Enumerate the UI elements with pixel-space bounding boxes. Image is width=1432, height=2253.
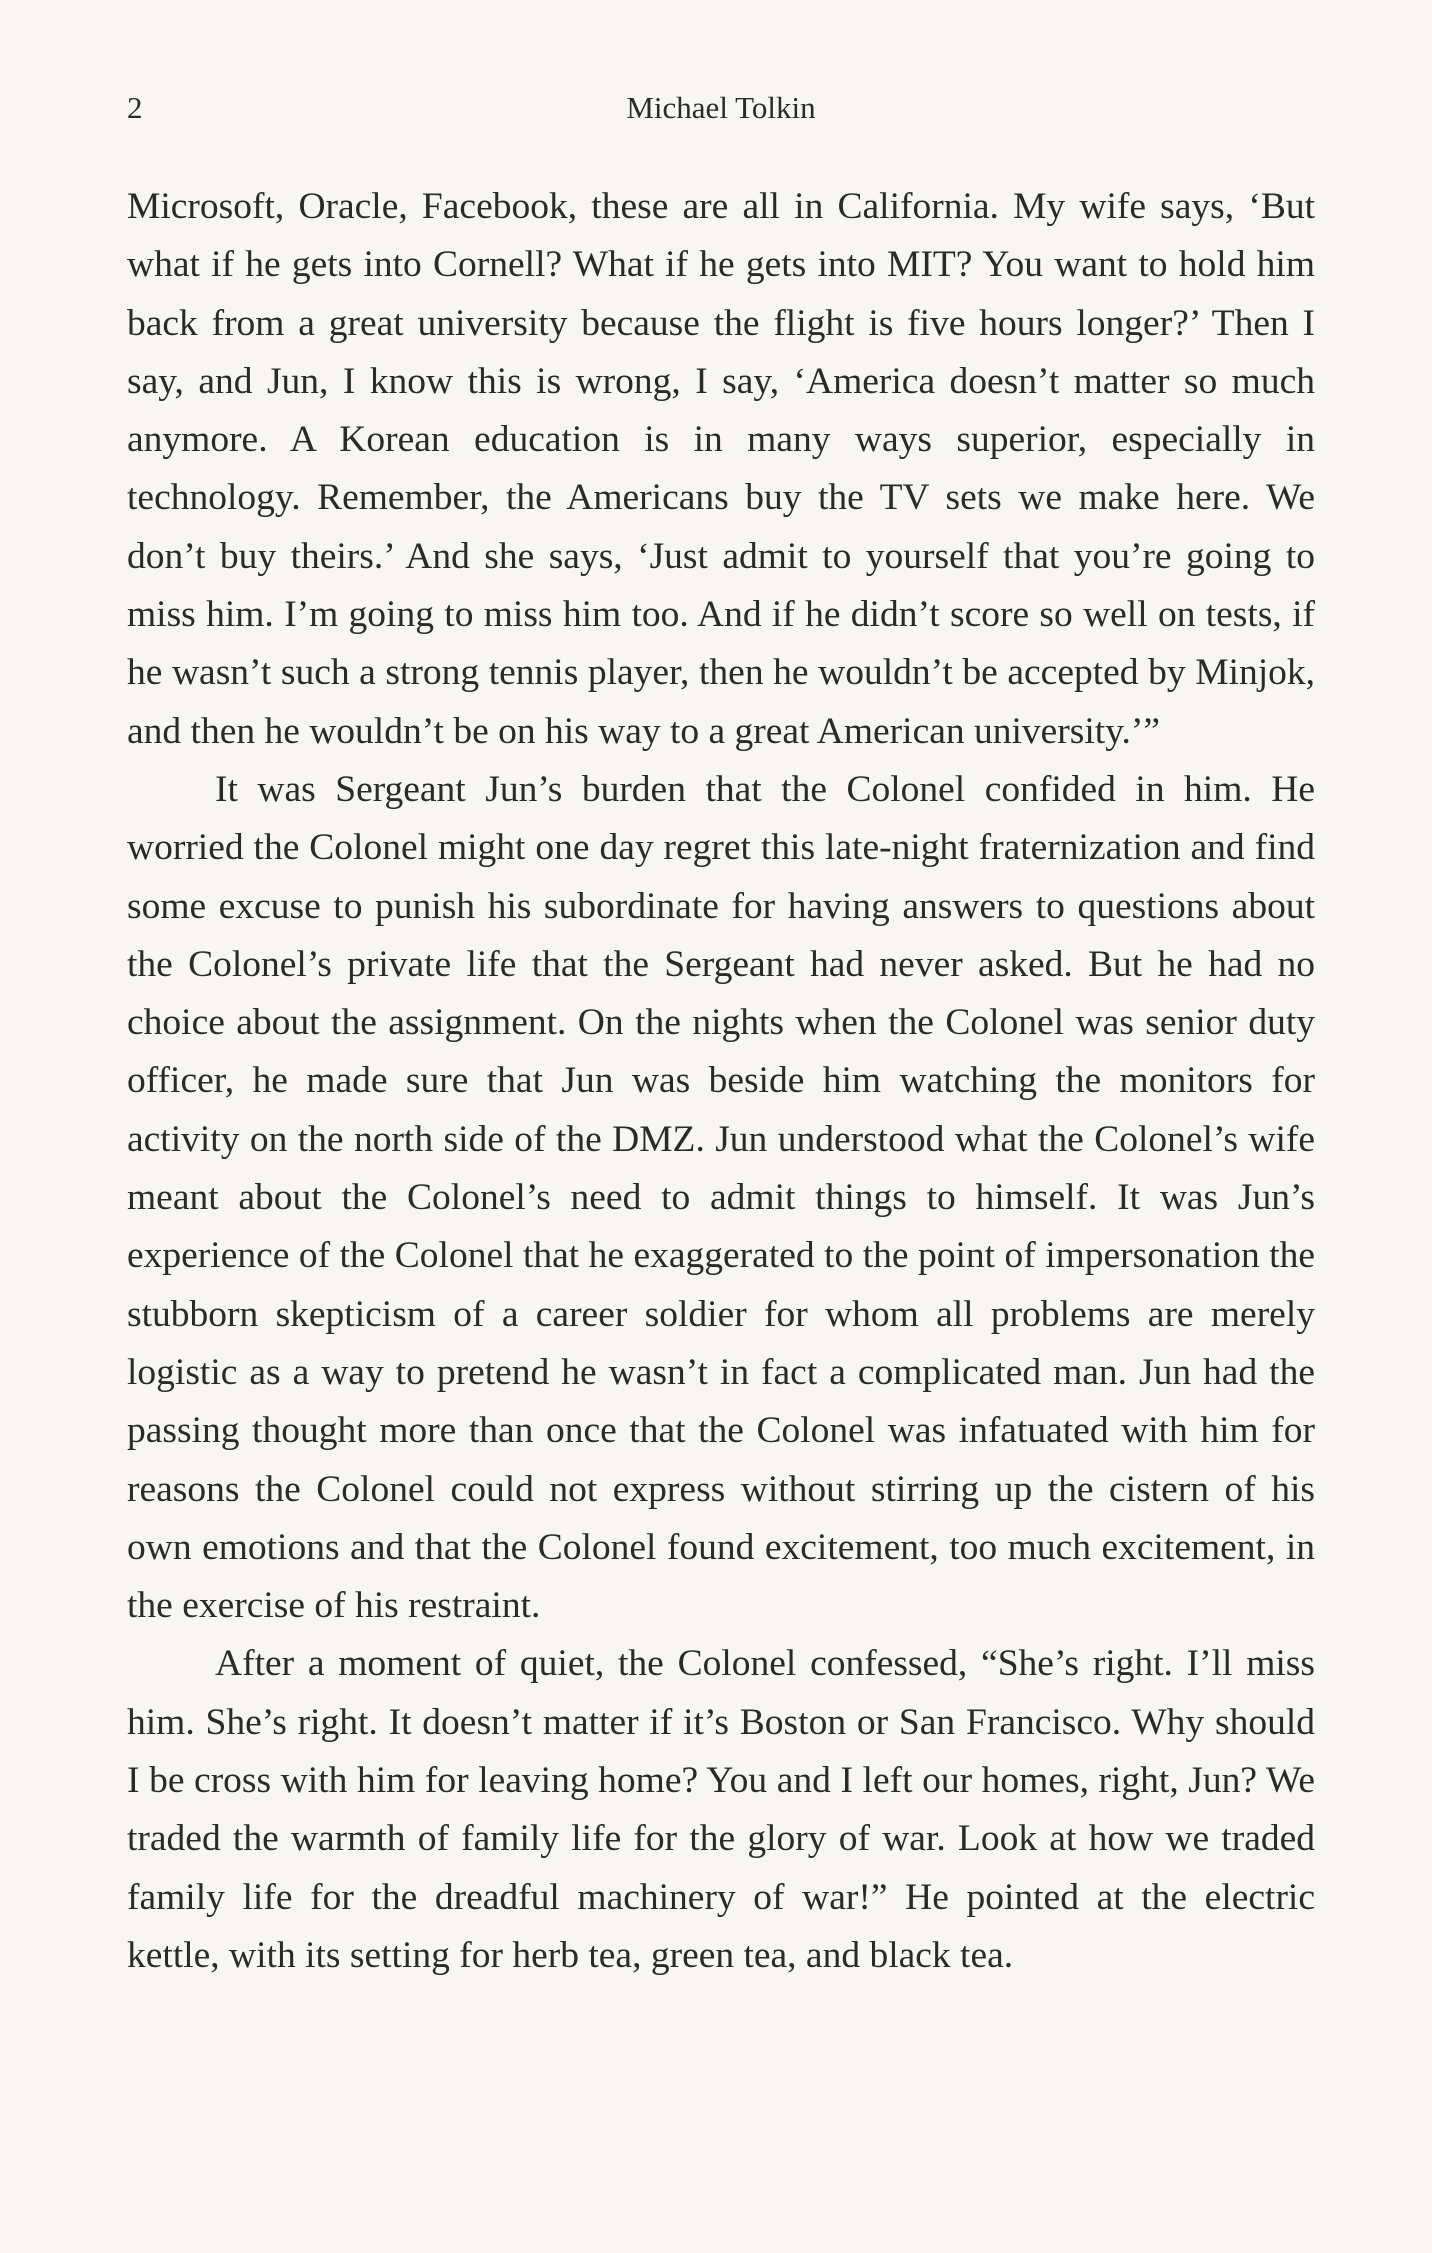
paragraph: It was Sergeant Jun’s burden that the Colonel confided in him. He worried the Colonel might one day regret this late-night fraternization and find some excuse to punish his subordinate for having answers to questions about the Colonel’s private life that the Sergeant had never asked. But he had no choice about the assignment. On the nights when the Colonel was senior duty officer, he made sure that Jun was beside him watching the monitors for activity on the north side of the DMZ. Jun understood what the Colonel’s wife meant about the Colonel’s need to admit things to himself. It was Jun’s experience of the Colonel that he exaggerated to the point of impersonation the stubborn skepticism of a career soldier for whom all problems are merely logistic as a way to pretend he wasn’t in fact a complicated man. Jun had the passing thought more than once that the Colonel was infatuated with him for reasons the Colonel could not express without stirring up the cistern of his own emotions and that the Colonel found excitement, too much excitement, in the exercise of his restraint.: [127, 768, 1315, 1627]
paragraph-continued: Microsoft, Oracle, Facebook, these are all in California. My wife says, ‘But what if he gets into Cornell? What if he gets into MIT? You want to hold him back from a great university because the flight is five hours longer?’ Then I say, and Jun, I know this is wrong, I say, ‘America doesn’t matter so much anymore. A Korean education is in many ways superior, especially in technology. Remember, the Americans buy the TV sets we make here. We don’t buy theirs.’ And she says, ‘Just admit to yourself that you’re going to miss him. I’m going to miss him too. And if he didn’t score so well on tests, if he wasn’t such a strong tennis player, then he wouldn’t be accepted by Minjok, and then he wouldn’t be on his way to a great American university.’”: [127, 186, 1315, 752]
running-title: Michael Tolkin: [626, 90, 816, 125]
paragraph: After a moment of quiet, the Colonel confessed, “She’s right. I’ll miss him. She’s right. It doesn’t matter if it’s Boston or San Francisco. Why should I be cross with him for leaving home? You and I left our homes, right, Jun? We traded the warmth of family life for the glory of war. Look at how we traded family life for the dreadful machinery of war!” He pointed at the electric kettle, with its setting for herb tea, green tea, and black tea.: [127, 1643, 1315, 1976]
body-text: [127, 178, 1315, 1985]
running-head: [127, 88, 1315, 128]
page-number: 2: [127, 90, 143, 125]
